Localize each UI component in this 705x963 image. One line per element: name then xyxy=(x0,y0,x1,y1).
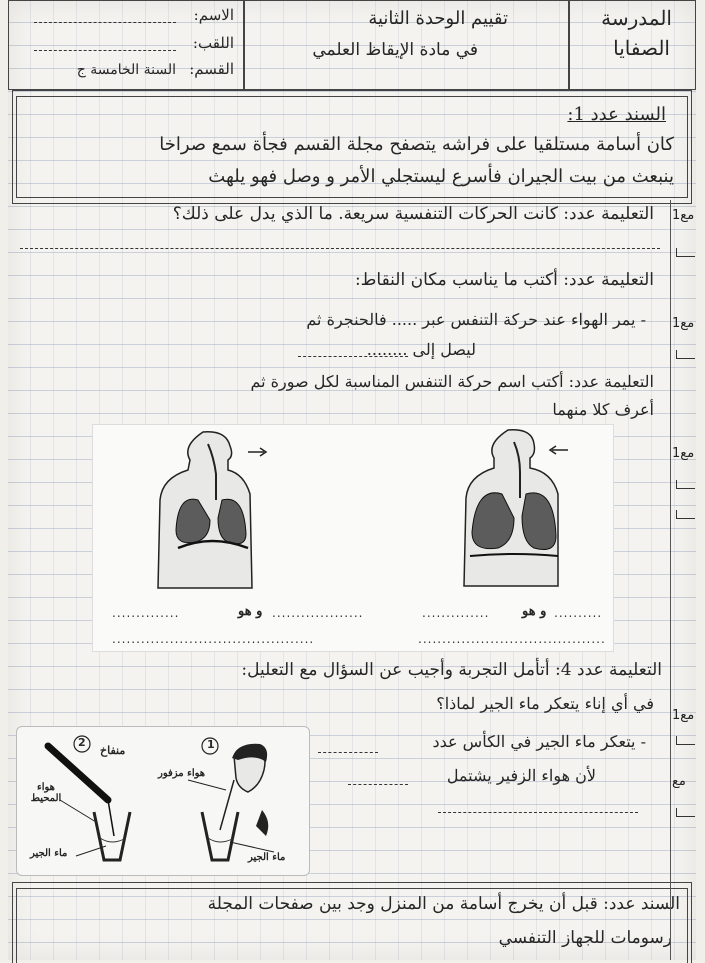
score-box-1 xyxy=(676,248,695,257)
torso-exhale-figure xyxy=(148,430,278,590)
score-box-2 xyxy=(676,350,695,359)
score-box-4 xyxy=(676,510,695,519)
situation-2-text-line1: السند عدد: قبل أن يخرج أسامة من المنزل وجد بين صفحات المجلة xyxy=(207,894,680,914)
name-field-line xyxy=(34,22,176,23)
situation-1-text-line1: كان أسامة مستلقيا على فراشه يتصفح مجلة القسم فجأة سمع صراخا xyxy=(159,134,674,155)
instruction-4-score-2: مع xyxy=(672,774,686,789)
label-pump: منفاخ xyxy=(100,744,126,757)
caption-left-dots: .............. xyxy=(112,606,180,620)
score-box-3 xyxy=(676,480,695,489)
label-exhaled-air: هواء مزفور xyxy=(158,768,206,779)
instruction-4-answer2: لأن هواء الزفير يشتمل xyxy=(446,766,596,785)
instruction-1-score: مع1 xyxy=(672,208,695,223)
school-name: الصفايا xyxy=(613,36,670,60)
instruction-4-score: مع1 xyxy=(672,708,695,723)
instruction-4-question: في أي إناء يتعكر ماء الجير لماذا؟ xyxy=(436,694,654,713)
label-limewater-cup-2: ماء الجير xyxy=(30,848,68,859)
instruction-2-score: مع1 xyxy=(672,316,695,331)
instruction-3-title: التعليمة عدد: أكتب اسم حركة التنفس المناسبة لكل صورة ثم xyxy=(250,372,654,391)
answer-line-1 xyxy=(20,248,660,249)
instruction-3-score: مع1 xyxy=(672,446,695,461)
name-field-label: الاسم: xyxy=(193,6,234,24)
instruction-2-line2: ليصل إلى ........ xyxy=(366,340,476,359)
caption-left-dots-2: ................... xyxy=(272,606,364,620)
answer-line-4c xyxy=(438,812,638,813)
class-field-label: القسم: xyxy=(189,60,234,78)
worksheet-page xyxy=(8,0,696,960)
score-box-5 xyxy=(676,736,695,745)
school-label: المدرسة xyxy=(601,6,672,30)
assessment-title: تقييم الوحدة الثانية xyxy=(368,8,508,29)
instruction-2-title: التعليمة عدد: أكتب ما يناسب مكان النقاط: xyxy=(354,270,654,290)
caption-right-dots: .............. xyxy=(422,606,490,620)
experiment-number-2: 2 xyxy=(78,736,86,749)
caption-right-line2: ....................................... xyxy=(418,632,606,646)
situation-1-text-line2: ينبعث من بيت الجيران فأسرع ليستجلي الأمر و وصل فهو يلهث xyxy=(208,166,674,187)
caption-left-line2: .......................................... xyxy=(112,632,315,646)
situation-2-text-line2: رسومات للجهاز التنفسي xyxy=(498,928,672,948)
assessment-subject: في مادة الإيقاظ العلمي xyxy=(312,40,478,60)
surname-field-line xyxy=(34,50,176,51)
instruction-3-line2: أعرف كلا منهما xyxy=(552,400,654,419)
experiment-number-1: 1 xyxy=(207,738,215,751)
label-ambient-air: هواء المحيط xyxy=(30,782,62,804)
torso-inhale-figure xyxy=(448,428,578,588)
answer-line-2 xyxy=(298,356,408,357)
caption-right-dots-2: .......... xyxy=(554,606,603,620)
instruction-2-line1: - يمر الهواء عند حركة التنفس عبر ..... فالحنجرة ثم xyxy=(306,310,646,329)
situation-1-title: السند عدد 1: xyxy=(567,104,666,125)
score-box-6 xyxy=(676,808,695,817)
answer-line-4a xyxy=(318,752,378,753)
surname-field-label: اللقب: xyxy=(192,34,234,52)
score-margin-line xyxy=(670,200,671,960)
caption-left-label: و هو xyxy=(238,604,263,619)
label-limewater-cup-1: ماء الجير xyxy=(248,852,286,863)
instruction-4-answer1: - يتعكر ماء الجير في الكأس عدد xyxy=(432,732,646,751)
caption-right-label: و هو xyxy=(522,604,547,619)
answer-line-4b xyxy=(348,784,408,785)
instruction-1-text: التعليمة عدد: كانت الحركات التنفسية سريعة. ما الذي يدل على ذلك؟ xyxy=(172,204,654,224)
instruction-4-title: التعليمة عدد 4: أتأمل التجربة وأجيب عن السؤال مع التعليل: xyxy=(241,660,662,680)
class-field-value: السنة الخامسة ج xyxy=(76,62,176,78)
